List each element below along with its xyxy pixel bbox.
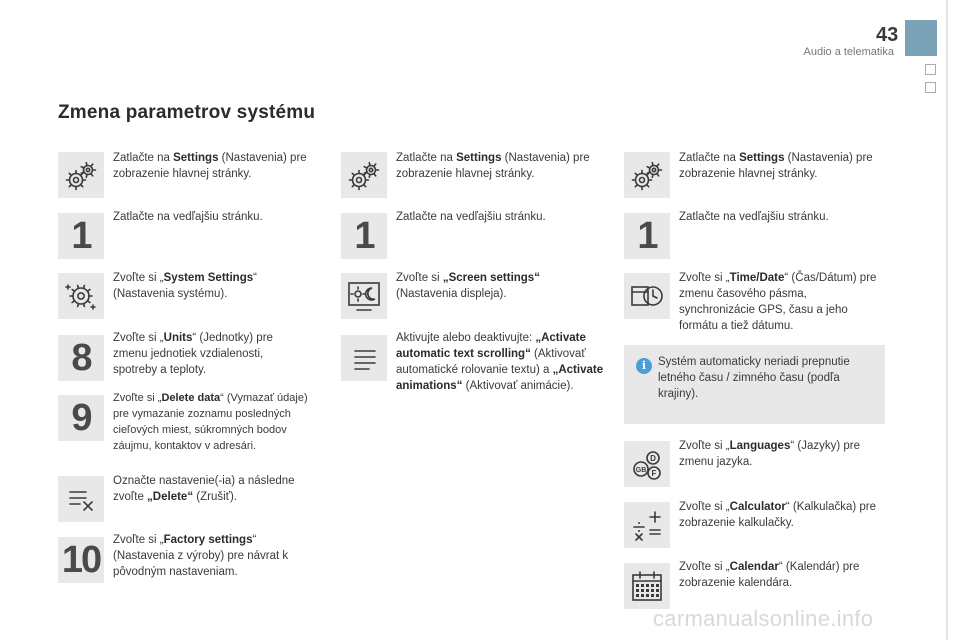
languages-icon	[624, 441, 670, 487]
margin-square	[925, 82, 936, 93]
step-text: Zvoľte si „Units“ (Jednotky) pre zmenu jednotiek vzdialenosti, spotreby a teploty.	[113, 332, 273, 376]
step-text: Zvoľte si „Time/Date“ (Čas/Dátum) pre zmenu časového pásma, synchronizácie GPS, času a jeho formátu a tiež dátumu.	[679, 272, 877, 332]
info-text: Systém automaticky neriadi prepnutie letného času / zimného času (podľa krajiny).	[658, 356, 850, 400]
step-text: Zvoľte si „Delete data“ (Vymazať údaje) pre vymazanie zoznamu posledných cieľových miest, súkromných bodov záujmu, kontaktov v adresári.	[113, 392, 308, 452]
step-text: Zatlačte na Settings (Nastavenia) pre zobrazenie hlavnej stránky.	[113, 152, 307, 180]
step-text: Zvoľte si „Calendar“ (Kalendár) pre zobrazenie kalendára.	[679, 561, 860, 589]
margin-square	[925, 64, 936, 75]
step-text: Označte nastavenie(-ia) a následne zvoľte „Delete“ (Zrušiť).	[113, 475, 295, 503]
page-number: 43	[876, 24, 899, 46]
step-text: Zvoľte si „Factory settings“ (Nastavenia z výroby) pre návrat k pôvodným nastaveniam.	[113, 534, 289, 578]
info-icon: i	[636, 358, 652, 374]
gear-sparkle-icon	[58, 273, 104, 319]
step-number: 10	[61, 539, 101, 581]
svg-text:D: D	[650, 454, 656, 463]
checklist-icon	[341, 335, 387, 381]
step-number-badge	[58, 335, 104, 381]
page-edge	[946, 0, 948, 640]
screen-day-night-icon	[341, 273, 387, 319]
step-text: Zvoľte si „Screen settings“ (Nastavenia displeja).	[396, 272, 540, 300]
step-text: Zatlačte na Settings (Nastavenia) pre zobrazenie hlavnej stránky.	[396, 152, 590, 180]
delete-list-icon	[58, 476, 104, 522]
svg-text:F: F	[651, 469, 657, 478]
step-number: 9	[71, 397, 91, 439]
calendar-icon	[624, 563, 670, 609]
step-number-badge	[58, 395, 104, 441]
step-text: Zvoľte si „Languages“ (Jazyky) pre zmenu jazyka.	[679, 440, 861, 468]
step-text: Zatlačte na vedľajšiu stránku.	[679, 211, 829, 223]
step-number-badge	[624, 213, 670, 259]
gears-icon	[58, 152, 104, 198]
gears-icon	[624, 152, 670, 198]
step-number: 8	[71, 337, 91, 379]
date-time-icon	[624, 273, 670, 319]
step-text: Zvoľte si „Calculator“ (Kalkulačka) pre zobrazenie kalkulačky.	[679, 501, 877, 529]
step-text: Zatlačte na Settings (Nastavenia) pre zobrazenie hlavnej stránky.	[679, 152, 873, 180]
step-number: 1	[354, 215, 374, 257]
step-text: Zatlačte na vedľajšiu stránku.	[396, 211, 546, 223]
step-number-badge	[58, 537, 104, 583]
step-number: 1	[637, 215, 657, 257]
step-number-badge	[58, 213, 104, 259]
section-title: Audio a telematika	[803, 46, 894, 58]
step-number-badge	[341, 213, 387, 259]
info-note	[624, 345, 885, 424]
step-text: Zvoľte si „System Settings“ (Nastavenia systému).	[113, 272, 257, 300]
step-number: 1	[71, 215, 91, 257]
step-text: Zatlačte na vedľajšiu stránku.	[113, 211, 263, 223]
page-title: Zmena parametrov systému	[58, 102, 316, 123]
section-tab	[905, 20, 937, 56]
step-text: Aktivujte alebo deaktivujte: „Activate automatic text scrolling“ (Aktivovať automatické rolovanie textu) a „Activate animations“ (Aktivovať animácie).	[396, 332, 604, 392]
svg-text:GB: GB	[635, 467, 647, 474]
watermark: carmanualsonline.info	[653, 606, 874, 631]
calculator-icon	[624, 502, 670, 548]
gears-icon	[341, 152, 387, 198]
